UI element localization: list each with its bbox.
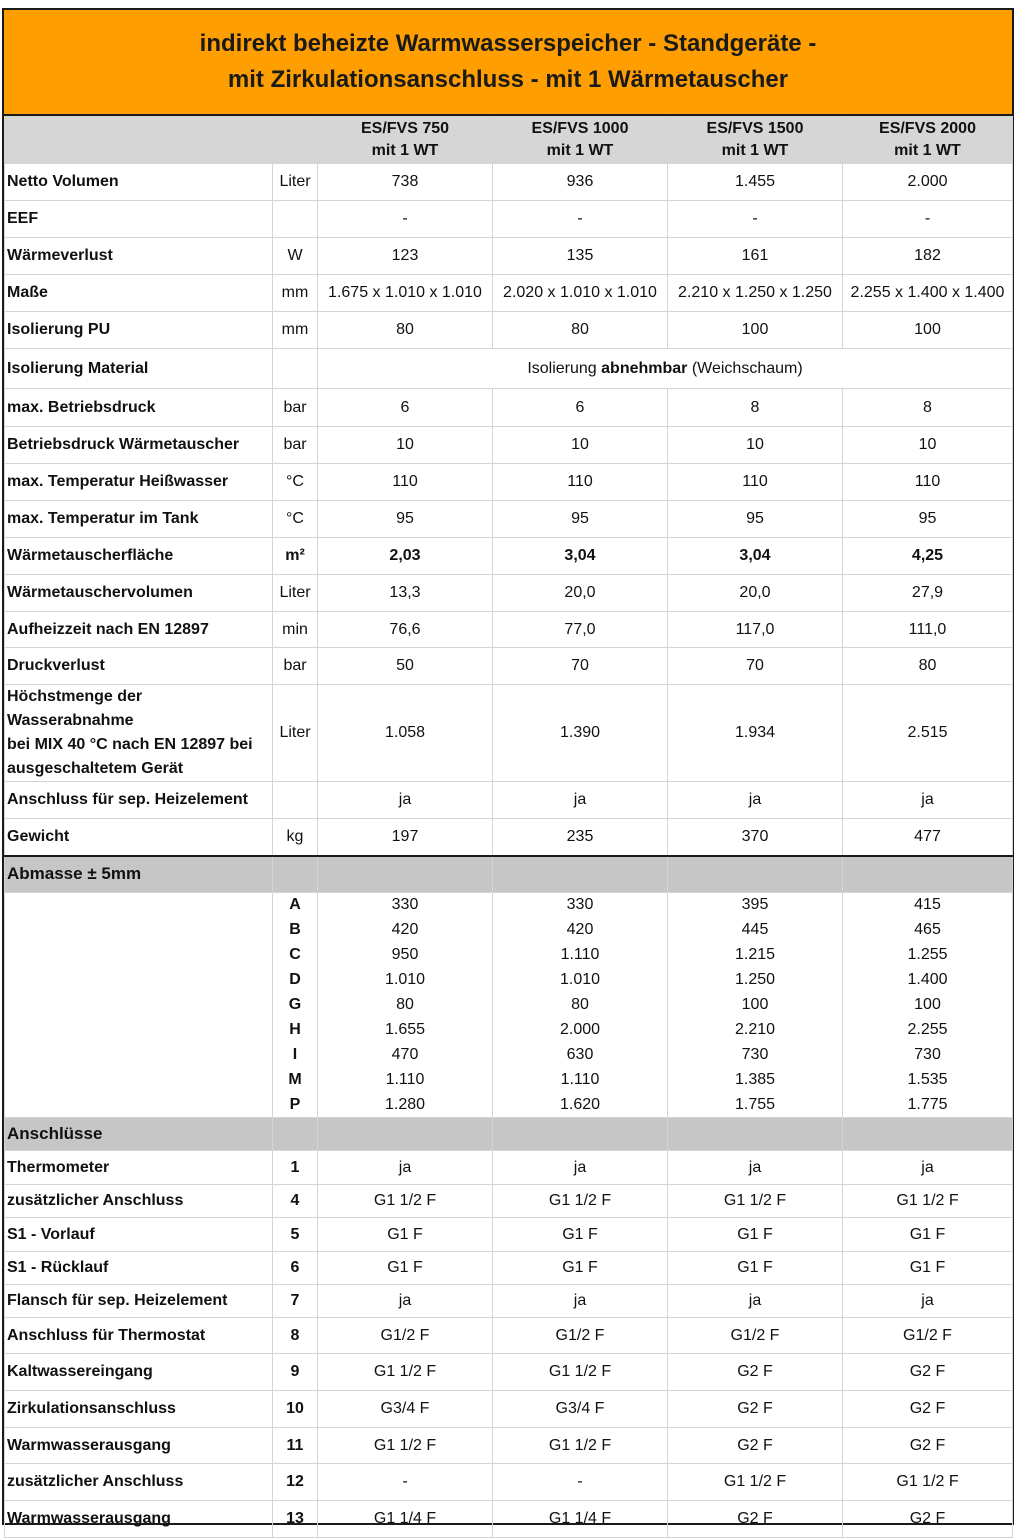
spec-value: - — [318, 201, 493, 238]
dimension-value: 1.255 — [843, 943, 1013, 968]
connection-value: ja — [668, 1151, 843, 1185]
section-filler — [318, 1118, 493, 1151]
spec-label — [5, 685, 273, 782]
spec-value: 80 — [493, 312, 668, 349]
connection-value: G2 F — [843, 1354, 1013, 1391]
spec-value: 110 — [843, 464, 1013, 501]
section-filler — [843, 856, 1013, 893]
spec-label: Druckverlust — [5, 648, 273, 685]
spec-value: 235 — [493, 819, 668, 856]
connection-label: Kaltwassereingang — [5, 1354, 273, 1391]
dimension-value: 1.110 — [318, 1068, 493, 1093]
spec-label: Maße — [5, 275, 273, 312]
spec-label: Aufheizzeit nach EN 12897 — [5, 612, 273, 648]
connection-label: zusätzlicher Anschluss — [5, 1185, 273, 1218]
connection-value: ja — [668, 1285, 843, 1318]
connection-value: ja — [843, 1285, 1013, 1318]
dimension-key: D — [273, 968, 318, 993]
spec-value: 20,0 — [668, 575, 843, 612]
spec-value: 95 — [668, 501, 843, 538]
dimension-key: B — [273, 918, 318, 943]
connection-value: G1/2 F — [318, 1318, 493, 1354]
spec-unit: Liter — [273, 685, 318, 782]
spec-unit: bar — [273, 648, 318, 685]
connection-row — [5, 1391, 1013, 1428]
connection-value: G2 F — [668, 1354, 843, 1391]
title-line-2: mit Zirkulationsanschluss - mit 1 Wärmetauscher — [227, 66, 789, 93]
spec-value: 2.020 x 1.010 x 1.010 — [493, 275, 668, 312]
dimension-value: 1.385 — [668, 1068, 843, 1093]
spec-value: 1.058 — [318, 685, 493, 782]
connection-value: - — [318, 1464, 493, 1501]
connection-value: G1 F — [493, 1252, 668, 1285]
spec-unit: m² — [273, 538, 318, 575]
spec-label: Isolierung Material — [5, 349, 273, 389]
spec-value: 123 — [318, 238, 493, 275]
dimension-value: 395 — [668, 893, 843, 918]
connection-label: Warmwasserausgang — [5, 1501, 273, 1538]
connection-value: G1 1/2 F — [843, 1185, 1013, 1218]
dimension-key: H — [273, 1018, 318, 1043]
connection-value: ja — [493, 1151, 668, 1185]
isolation-material-value — [318, 349, 1013, 389]
spec-unit: °C — [273, 501, 318, 538]
section-filler — [273, 1118, 318, 1151]
dimension-value: 445 — [668, 918, 843, 943]
connection-row — [5, 1218, 1013, 1252]
connection-value: G1 1/2 F — [318, 1354, 493, 1391]
spec-value: ja — [318, 782, 493, 819]
connection-value: G1 F — [668, 1218, 843, 1252]
spec-value: 1.390 — [493, 685, 668, 782]
spec-label: Wärmeverlust — [5, 238, 273, 275]
dimension-value: 1.655 — [318, 1018, 493, 1043]
spec-unit: W — [273, 238, 318, 275]
connection-number: 10 — [273, 1391, 318, 1428]
dimension-value: 420 — [318, 918, 493, 943]
dimension-empty — [5, 1018, 273, 1043]
section-header-abmasse — [5, 856, 1013, 893]
spec-value: - — [668, 201, 843, 238]
header-empty — [5, 117, 273, 164]
connection-label: Warmwasserausgang — [5, 1428, 273, 1464]
header-unit-empty — [273, 117, 318, 164]
dimension-value: 1.755 — [668, 1093, 843, 1118]
connection-value: G1 F — [668, 1252, 843, 1285]
connection-label: zusätzlicher Anschluss — [5, 1464, 273, 1501]
dimension-row — [5, 943, 1013, 968]
spec-label: Gewicht — [5, 819, 273, 856]
connection-row — [5, 1252, 1013, 1285]
spec-value: 111,0 — [843, 612, 1013, 648]
hoechstmenge-line1: Höchstmenge der Wasserabnahme — [7, 688, 143, 729]
dimension-value: 2.000 — [493, 1018, 668, 1043]
spec-value: 1.455 — [668, 164, 843, 201]
connection-value: G1 1/2 F — [493, 1354, 668, 1391]
spec-unit: °C — [273, 464, 318, 501]
spec-value: 80 — [318, 312, 493, 349]
spec-value: 70 — [493, 648, 668, 685]
spec-value: 3,04 — [668, 538, 843, 575]
connection-value: G2 F — [843, 1391, 1013, 1428]
connection-value: ja — [318, 1151, 493, 1185]
connection-number: 6 — [273, 1252, 318, 1285]
dimension-key: A — [273, 893, 318, 918]
spec-value: 2.515 — [843, 685, 1013, 782]
connection-value: ja — [493, 1285, 668, 1318]
spec-row — [5, 538, 1013, 575]
spec-value: ja — [843, 782, 1013, 819]
spec-value: 197 — [318, 819, 493, 856]
connection-value: G2 F — [668, 1391, 843, 1428]
dimension-value: 730 — [843, 1043, 1013, 1068]
dimension-value: 1.400 — [843, 968, 1013, 993]
connection-value: G1 F — [318, 1252, 493, 1285]
spec-unit: Liter — [273, 164, 318, 201]
connection-label: S1 - Rücklauf — [5, 1252, 273, 1285]
spec-label: Wärmetauscherfläche — [5, 538, 273, 575]
dimension-empty — [5, 968, 273, 993]
spec-row — [5, 501, 1013, 538]
connection-row — [5, 1151, 1013, 1185]
spec-value: 10 — [318, 427, 493, 464]
dimension-key: I — [273, 1043, 318, 1068]
dimension-key: P — [273, 1093, 318, 1118]
spec-value: 3,04 — [493, 538, 668, 575]
connection-number: 9 — [273, 1354, 318, 1391]
spec-value: 80 — [843, 648, 1013, 685]
dimension-value: 1.215 — [668, 943, 843, 968]
spec-unit: min — [273, 612, 318, 648]
dimension-empty — [5, 893, 273, 918]
dimension-row — [5, 993, 1013, 1018]
spec-value: 1.675 x 1.010 x 1.010 — [318, 275, 493, 312]
dimension-value: 330 — [493, 893, 668, 918]
spec-unit: bar — [273, 427, 318, 464]
connection-value: G1/2 F — [843, 1318, 1013, 1354]
spec-row — [5, 427, 1013, 464]
spec-unit — [273, 782, 318, 819]
section-filler — [668, 856, 843, 893]
spec-value: 2,03 — [318, 538, 493, 575]
spec-label: max. Temperatur im Tank — [5, 501, 273, 538]
section-header-anschluesse — [5, 1118, 1013, 1151]
dimension-value: 2.210 — [668, 1018, 843, 1043]
spec-row — [5, 238, 1013, 275]
connection-number: 4 — [273, 1185, 318, 1218]
spec-unit: bar — [273, 389, 318, 427]
spec-value: 6 — [493, 389, 668, 427]
connection-value: G1 F — [843, 1218, 1013, 1252]
spec-value: 1.934 — [668, 685, 843, 782]
connection-number: 12 — [273, 1464, 318, 1501]
connection-value: G2 F — [668, 1501, 843, 1538]
spec-value: 738 — [318, 164, 493, 201]
spec-label: Netto Volumen — [5, 164, 273, 201]
section-filler — [668, 1118, 843, 1151]
connection-number: 11 — [273, 1428, 318, 1464]
spec-label: EEF — [5, 201, 273, 238]
connection-value: G1/2 F — [493, 1318, 668, 1354]
spec-row — [5, 164, 1013, 201]
dimension-value: 100 — [843, 993, 1013, 1018]
spec-row — [5, 648, 1013, 685]
spec-value: 8 — [843, 389, 1013, 427]
dimension-value: 630 — [493, 1043, 668, 1068]
column-header: ES/FVS 2000 mit 1 WT — [843, 117, 1013, 164]
spec-sheet — [2, 8, 1014, 1525]
spec-value: 50 — [318, 648, 493, 685]
spec-value: 110 — [493, 464, 668, 501]
dimension-value: 1.110 — [493, 943, 668, 968]
connection-value: G3/4 F — [318, 1391, 493, 1428]
spec-value: 370 — [668, 819, 843, 856]
spec-value: 95 — [318, 501, 493, 538]
connection-label: Thermometer — [5, 1151, 273, 1185]
section-filler — [273, 856, 318, 893]
connection-row — [5, 1285, 1013, 1318]
connection-value: G1 1/2 F — [318, 1428, 493, 1464]
connection-value: G1 1/2 F — [668, 1464, 843, 1501]
iso-text-bold: abnehmbar — [601, 359, 688, 377]
dimension-value: 1.280 — [318, 1093, 493, 1118]
dimension-value: 80 — [318, 993, 493, 1018]
column-header: ES/FVS 750 mit 1 WT — [318, 117, 493, 164]
spec-row — [5, 389, 1013, 427]
dimension-value: 80 — [493, 993, 668, 1018]
spec-value: 76,6 — [318, 612, 493, 648]
connection-number: 7 — [273, 1285, 318, 1318]
sheet-title — [4, 10, 1012, 116]
connection-value: G2 F — [668, 1428, 843, 1464]
spec-row — [5, 275, 1013, 312]
spec-value: - — [493, 201, 668, 238]
connection-label: Anschluss für Thermostat — [5, 1318, 273, 1354]
spec-row — [5, 464, 1013, 501]
connection-number: 13 — [273, 1501, 318, 1538]
dimension-row — [5, 1043, 1013, 1068]
connection-value: G1 F — [318, 1218, 493, 1252]
spec-value: 2.000 — [843, 164, 1013, 201]
section-filler — [493, 856, 668, 893]
connection-value: G2 F — [843, 1428, 1013, 1464]
dimension-row — [5, 1093, 1013, 1118]
section-title: Anschlüsse — [5, 1118, 273, 1151]
spec-label: Betriebsdruck Wärmetauscher — [5, 427, 273, 464]
section-filler — [493, 1118, 668, 1151]
dimension-row — [5, 968, 1013, 993]
connection-value: G1 1/2 F — [843, 1464, 1013, 1501]
connection-value: G1 1/2 F — [493, 1428, 668, 1464]
title-line-1: indirekt beheizte Warmwasserspeicher - Standgeräte - — [199, 30, 817, 57]
spec-row — [5, 349, 1013, 389]
connection-value: ja — [318, 1285, 493, 1318]
spec-row — [5, 819, 1013, 856]
spec-value: 10 — [843, 427, 1013, 464]
spec-value: 10 — [668, 427, 843, 464]
dimension-value: 1.010 — [318, 968, 493, 993]
spec-value: 77,0 — [493, 612, 668, 648]
spec-value: 70 — [668, 648, 843, 685]
section-filler — [318, 856, 493, 893]
dimension-row — [5, 1068, 1013, 1093]
spec-value: 117,0 — [668, 612, 843, 648]
dimension-value: 100 — [668, 993, 843, 1018]
dimension-value: 470 — [318, 1043, 493, 1068]
dimension-row — [5, 918, 1013, 943]
connection-row — [5, 1185, 1013, 1218]
hoechstmenge-line2: bei MIX 40 °C nach EN 12897 bei — [7, 736, 253, 753]
spec-unit: Liter — [273, 575, 318, 612]
spec-value: 2.210 x 1.250 x 1.250 — [668, 275, 843, 312]
connection-label: Zirkulationsanschluss — [5, 1391, 273, 1428]
dimension-value: 2.255 — [843, 1018, 1013, 1043]
dimension-value: 1.535 — [843, 1068, 1013, 1093]
connection-value: G1 1/2 F — [668, 1185, 843, 1218]
dimension-row — [5, 1018, 1013, 1043]
dimension-value: 415 — [843, 893, 1013, 918]
dimension-empty — [5, 943, 273, 968]
dimension-key: M — [273, 1068, 318, 1093]
dimension-value: 420 — [493, 918, 668, 943]
spec-row — [5, 575, 1013, 612]
iso-text-post: (Weichschaum) — [687, 359, 803, 377]
spec-value: 936 — [493, 164, 668, 201]
dimension-key: G — [273, 993, 318, 1018]
dimension-empty — [5, 993, 273, 1018]
dimension-value: 1.250 — [668, 968, 843, 993]
connection-row — [5, 1318, 1013, 1354]
spec-value: 13,3 — [318, 575, 493, 612]
connection-value: G1 F — [493, 1218, 668, 1252]
connection-label: S1 - Vorlauf — [5, 1218, 273, 1252]
spec-row — [5, 782, 1013, 819]
section-title: Abmasse ± 5mm — [5, 856, 273, 893]
spec-value: 95 — [493, 501, 668, 538]
connection-value: ja — [843, 1151, 1013, 1185]
spec-value: 110 — [668, 464, 843, 501]
dimension-empty — [5, 918, 273, 943]
spec-value: 110 — [318, 464, 493, 501]
spec-value: ja — [668, 782, 843, 819]
spec-unit: mm — [273, 275, 318, 312]
spec-value: 161 — [668, 238, 843, 275]
connection-number: 5 — [273, 1218, 318, 1252]
connection-value: G1 1/2 F — [318, 1185, 493, 1218]
connection-row — [5, 1501, 1013, 1538]
dimension-empty — [5, 1068, 273, 1093]
spec-value: 8 — [668, 389, 843, 427]
connection-value: - — [493, 1464, 668, 1501]
spec-value: 182 — [843, 238, 1013, 275]
spec-value: ja — [493, 782, 668, 819]
spec-table — [4, 116, 1013, 1538]
dimension-value: 1.620 — [493, 1093, 668, 1118]
connection-row — [5, 1464, 1013, 1501]
section-filler — [843, 1118, 1013, 1151]
spec-value: - — [843, 201, 1013, 238]
connection-label: Flansch für sep. Heizelement — [5, 1285, 273, 1318]
connection-value: G1 1/2 F — [493, 1185, 668, 1218]
spec-unit — [273, 349, 318, 389]
column-header: ES/FVS 1000 mit 1 WT — [493, 117, 668, 164]
connection-row — [5, 1354, 1013, 1391]
spec-value: 477 — [843, 819, 1013, 856]
connection-row — [5, 1428, 1013, 1464]
header-row — [5, 117, 1013, 164]
dimension-value: 950 — [318, 943, 493, 968]
spec-label: Anschluss für sep. Heizelement — [5, 782, 273, 819]
spec-row — [5, 612, 1013, 648]
hoechstmenge-line3: ausgeschaltetem Gerät — [7, 760, 184, 777]
dimension-key: C — [273, 943, 318, 968]
dimension-value: 730 — [668, 1043, 843, 1068]
spec-value: 135 — [493, 238, 668, 275]
spec-value: 4,25 — [843, 538, 1013, 575]
spec-value: 2.255 x 1.400 x 1.400 — [843, 275, 1013, 312]
spec-row — [5, 201, 1013, 238]
dimension-value: 330 — [318, 893, 493, 918]
connection-value: G1 1/4 F — [493, 1501, 668, 1538]
connection-value: G2 F — [843, 1501, 1013, 1538]
dimension-value: 1.775 — [843, 1093, 1013, 1118]
dimension-value: 465 — [843, 918, 1013, 943]
spec-value: 100 — [668, 312, 843, 349]
connection-value: G1/2 F — [668, 1318, 843, 1354]
spec-label: Wärmetauschervolumen — [5, 575, 273, 612]
connection-value: G1 1/4 F — [318, 1501, 493, 1538]
connection-number: 1 — [273, 1151, 318, 1185]
iso-text-pre: Isolierung — [527, 359, 602, 377]
dimension-row — [5, 893, 1013, 918]
dimension-empty — [5, 1043, 273, 1068]
spec-value: 6 — [318, 389, 493, 427]
spec-value: 95 — [843, 501, 1013, 538]
spec-value: 27,9 — [843, 575, 1013, 612]
dimension-value: 1.010 — [493, 968, 668, 993]
dimension-empty — [5, 1093, 273, 1118]
spec-unit: kg — [273, 819, 318, 856]
connection-value: G3/4 F — [493, 1391, 668, 1428]
spec-label: max. Betriebsdruck — [5, 389, 273, 427]
spec-unit — [273, 201, 318, 238]
spec-unit: mm — [273, 312, 318, 349]
spec-row — [5, 685, 1013, 782]
column-header: ES/FVS 1500 mit 1 WT — [668, 117, 843, 164]
spec-value: 100 — [843, 312, 1013, 349]
connection-value: G1 F — [843, 1252, 1013, 1285]
connection-number: 8 — [273, 1318, 318, 1354]
spec-row — [5, 312, 1013, 349]
dimension-value: 1.110 — [493, 1068, 668, 1093]
spec-value: 10 — [493, 427, 668, 464]
spec-label: max. Temperatur Heißwasser — [5, 464, 273, 501]
spec-value: 20,0 — [493, 575, 668, 612]
spec-label: Isolierung PU — [5, 312, 273, 349]
